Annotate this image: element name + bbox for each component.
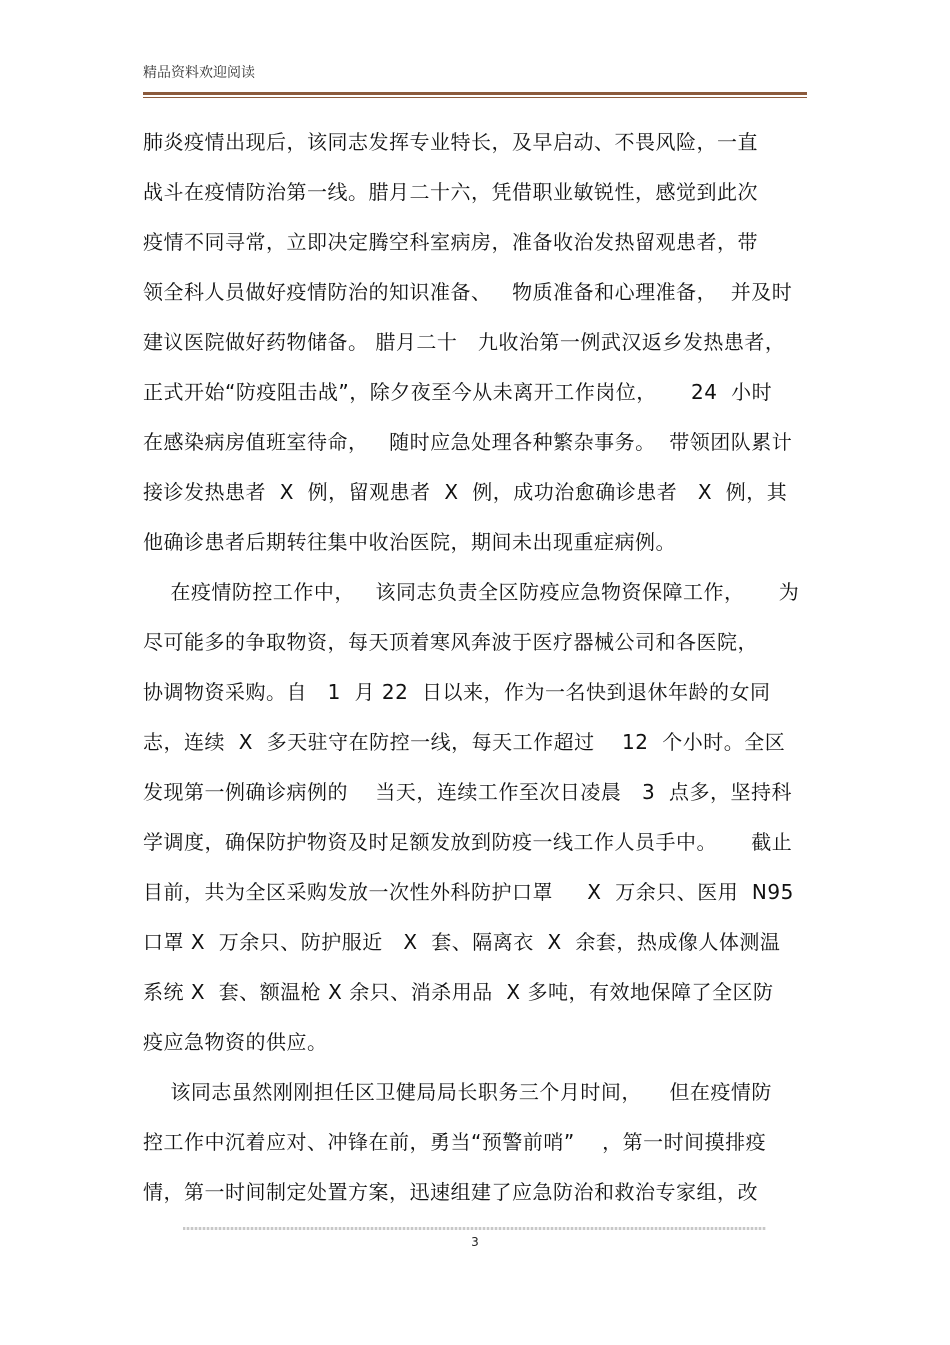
text-line: 建议医院做好药物储备。 腊月二十 九收治第一例武汉返乡发热患者， bbox=[143, 330, 786, 354]
text-line: 协调物资采购。自 1 月 22 日以来，作为一名快到退休年龄的女同 bbox=[143, 680, 771, 704]
text-line: 口罩 X 万余只、防护服近 X 套、隔离衣 X 余套，热成像人体测温 bbox=[143, 930, 781, 954]
text-line: 疫应急物资的供应。 bbox=[143, 1030, 328, 1054]
text-line: 情，第一时间制定处置方案，迅速组建了应急防治和救治专家组，改 bbox=[143, 1180, 758, 1204]
text-line: 控工作中沉着应对、冲锋在前，勇当“预警前哨” ，第一时间摸排疫 bbox=[143, 1130, 767, 1154]
text-line: 志，连续 X 多天驻守在防控一线，每天工作超过 12 个小时。全区 bbox=[143, 730, 786, 754]
text-line: 系统 X 套、额温枪 X 余只、消杀用品 X 多吨，有效地保障了全区防 bbox=[143, 980, 774, 1004]
text-line: 肺炎疫情出现后，该同志发挥专业特长，及早启动、不畏风险，一直 bbox=[143, 130, 758, 154]
text-line: 在疫情防控工作中， 该同志负责全区防疫应急物资保障工作， 为 bbox=[143, 580, 800, 604]
text-line: 尽可能多的争取物资，每天顶着寒风奔波于医疗器械公司和各医院， bbox=[143, 630, 758, 654]
text-line: 正式开始“防疫阻击战”，除夕夜至今从未离开工作岗位， 24 小时 bbox=[143, 380, 773, 404]
footer-rule bbox=[183, 1227, 766, 1230]
page-header-text: 精品资料欢迎阅读 bbox=[143, 65, 255, 81]
text-line: 接诊发热患者 X 例，留观患者 X 例，成功治愈确诊患者 X 例，其 bbox=[143, 480, 788, 504]
text-line: 学调度，确保防护物资及时足额发放到防疫一线工作人员手中。 截止 bbox=[143, 830, 793, 854]
text-line: 在感染病房值班室待命， 随时应急处理各种繁杂事务。 带领团队累计 bbox=[143, 430, 793, 454]
text-line: 领全科人员做好疫情防治的知识准备、 物质准备和心理准备， 并及时 bbox=[143, 280, 793, 304]
page-number: 3 bbox=[471, 1235, 479, 1249]
text-line: 发现第一例确诊病例的 当天，连续工作至次日凌晨 3 点多，坚持科 bbox=[143, 780, 792, 804]
text-line: 疫情不同寻常，立即决定腾空科室病房，准备收治发热留观患者，带 bbox=[143, 230, 758, 254]
text-line: 目前，共为全区采购发放一次性外科防护口罩 X 万余只、医用 N95 bbox=[143, 880, 794, 904]
text-line: 他确诊患者后期转往集中收治医院，期间未出现重症病例。 bbox=[143, 530, 676, 554]
header-rule-thin bbox=[143, 97, 807, 98]
header-rule-thick bbox=[143, 92, 807, 95]
text-line: 该同志虽然刚刚担任区卫健局局长职务三个月时间， 但在疫情防 bbox=[143, 1080, 772, 1104]
text-line: 战斗在疫情防治第一线。腊月二十六，凭借职业敏锐性，感觉到此次 bbox=[143, 180, 758, 204]
